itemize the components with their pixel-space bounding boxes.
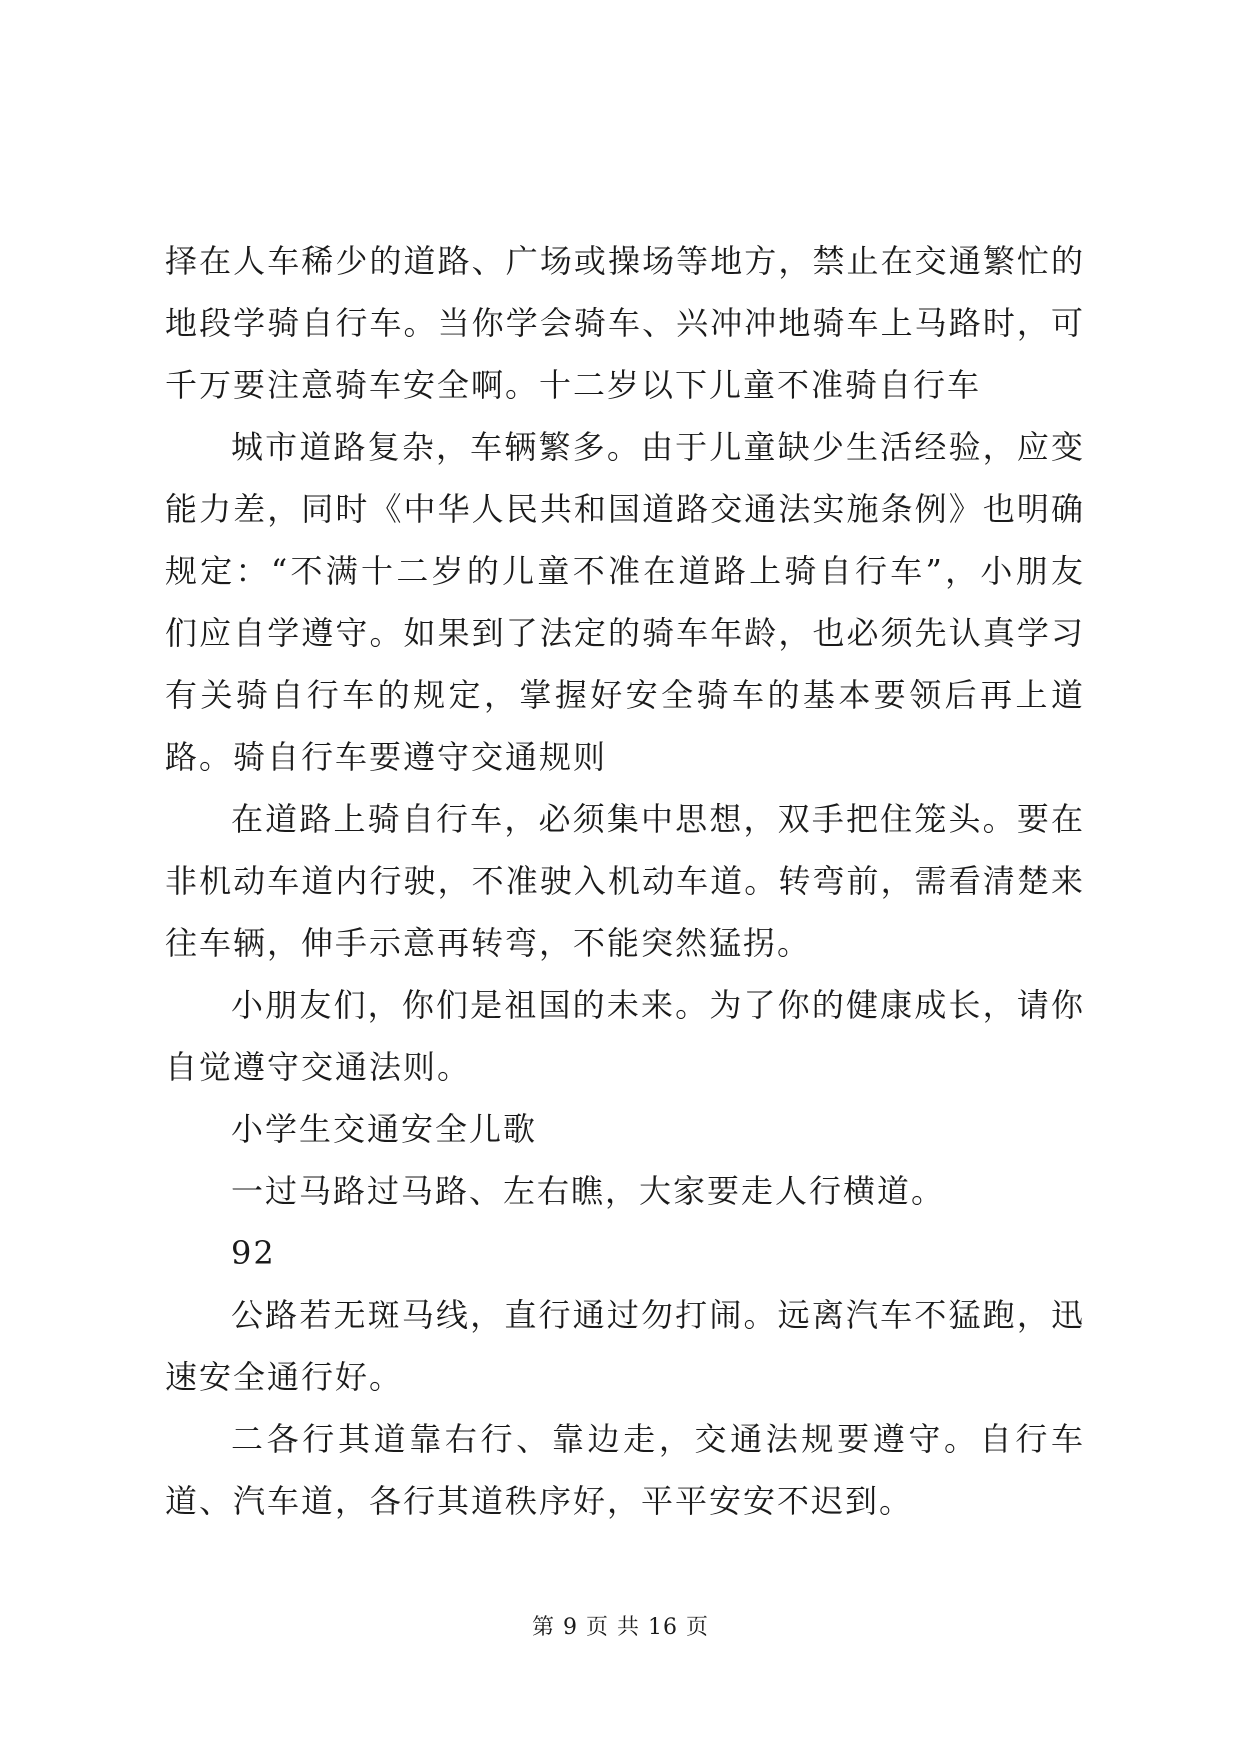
paragraph-riding-rules: 在道路上骑自行车，必须集中思想，双手把住笼头。要在非机动车道内行驶，不准驶入机动车道。转弯前，需看清楚来往车辆，伸手示意再转弯，不能突然猛拐。 (165, 800, 1085, 962)
paragraph-city-roads: 城市道路复杂，车辆繁多。由于儿童缺少生活经验，应变能力差，同时《中华人民共和国道路交通法实施条例》也明确规定：“不满十二岁的儿童不准在道路上骑自行车”，小朋友们应自学遵守。如果到了法定的骑车年龄，也必须先认真学习有关骑自行车的规定，掌握好安全骑车的基本要领后再上道路。骑自行车要遵守交通规则 (165, 428, 1085, 776)
song-verse-crosswalk: 公路若无斑马线，直行通过勿打闹。远离汽车不猛跑，迅速安全通行好。 (165, 1296, 1085, 1396)
song-verse-one: 一过马路过马路、左右瞧，大家要走人行横道。 (231, 1172, 946, 1210)
stray-number: 92 (231, 1234, 276, 1272)
document-body (165, 230, 1085, 1532)
page-number-footer: 第 9 页 共 16 页 (532, 1615, 709, 1640)
paragraph-continuation: 择在人车稀少的道路、广场或操场等地方，禁止在交通繁忙的地段学骑自行车。当你学会骑车、兴冲冲地骑车上马路时，可千万要注意骑车安全啊。十二岁以下儿童不准骑自行车 (165, 242, 1085, 404)
section-heading-children-song: 小学生交通安全儿歌 (231, 1110, 538, 1148)
paragraph-future: 小朋友们，你们是祖国的未来。为了你的健康成长，请你自觉遵守交通法则。 (165, 986, 1085, 1086)
song-verse-two: 二各行其道靠右行、靠边走，交通法规要遵守。自行车道、汽车道，各行其道秩序好，平平安安不迟到。 (165, 1420, 1085, 1520)
